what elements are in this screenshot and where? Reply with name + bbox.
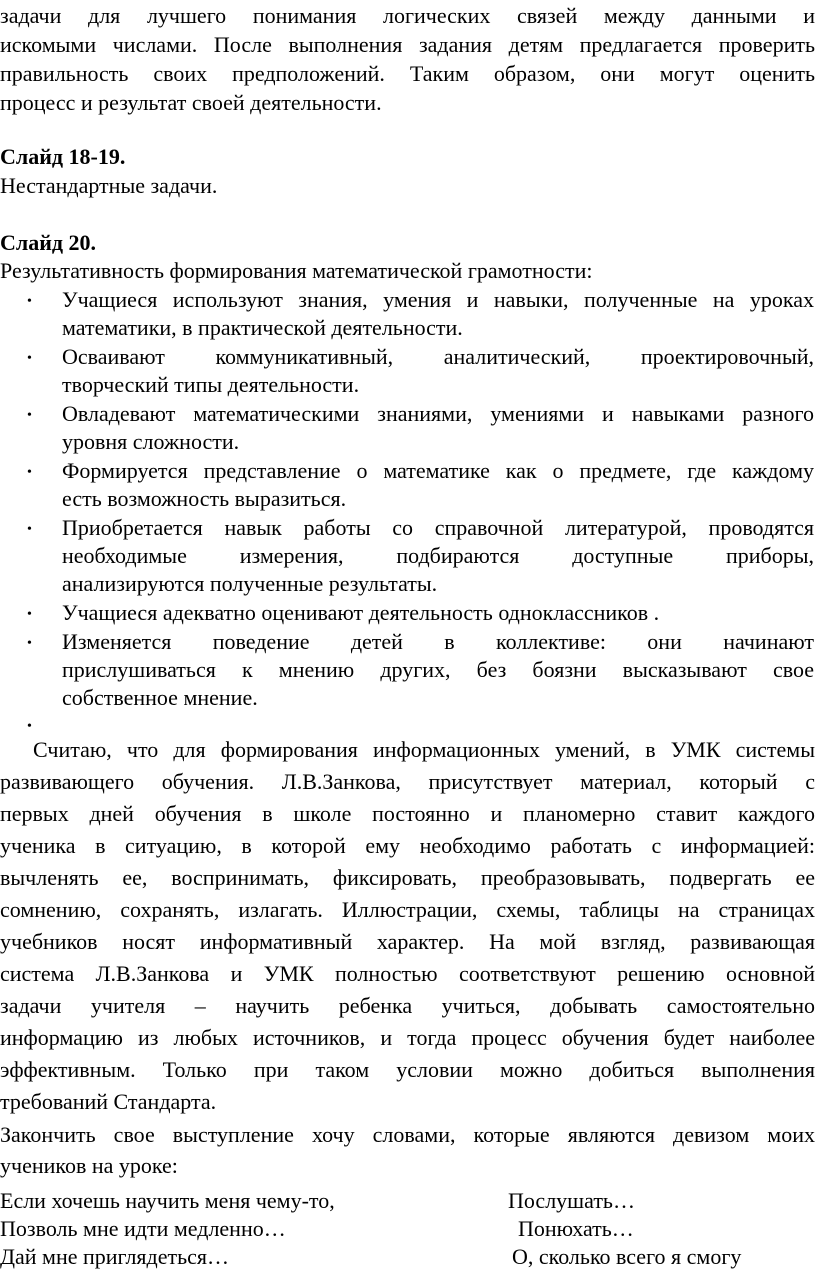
bullet-line: Изменяется поведение детей в коллективе: они начинают xyxy=(62,629,814,654)
conclusion-line: система Л.В.Занкова и УМК полностью соответствуют решению основной xyxy=(0,961,815,986)
conclusion-line: информацию из любых источников, и тогда процесс обучения будет наиболее xyxy=(0,1025,815,1050)
bullet-line: Осваивают коммуникативный, аналитический, проектировочный, xyxy=(62,344,814,369)
conclusion-line: вычленять ее, воспринимать, фиксировать, преобразовывать, подвергать ее xyxy=(0,865,815,890)
bullet-line: Учащиеся используют знания, умения и навыки, полученные на уроках xyxy=(62,287,814,312)
bullet-marker: • xyxy=(27,636,32,651)
bullet-line: Учащиеся адекватно оценивают деятельность одноклассников . xyxy=(62,600,660,625)
conclusion-line: эффективным. Только при таком условии можно добиться выполнения xyxy=(0,1057,815,1082)
bullet-line: Приобретается навык работы со справочной литературой, проводятся xyxy=(62,515,814,540)
conclusion-line: требований Стандарта. xyxy=(0,1089,217,1114)
conclusion-line: Считаю, что для формирования информационных умений, в УМК системы xyxy=(33,737,815,762)
bullet-marker: • xyxy=(27,408,32,423)
slide20-heading: Слайд 20. xyxy=(0,230,97,255)
intro-line: задачи для лучшего понимания логических связей между данными и xyxy=(0,3,815,28)
bullet-line: математики, в практической деятельности. xyxy=(62,315,463,340)
bullet-line: анализируются полученные результаты. xyxy=(62,571,438,596)
bullet-marker: • xyxy=(27,522,32,537)
conclusion-line: ученика в ситуацию, в которой ему необходимо работать с информацией: xyxy=(0,833,815,858)
motto-right-line: Понюхать… xyxy=(518,1216,634,1241)
slide18-heading: Слайд 18-19. xyxy=(0,144,126,169)
closing-line: учеников на уроке: xyxy=(0,1153,178,1178)
conclusion-line: задачи учителя – научить ребенка учиться, добывать самостоятельно xyxy=(0,993,815,1018)
bullet-line: уровня сложности. xyxy=(62,429,240,454)
bullet-line: собственное мнение. xyxy=(62,685,258,710)
bullet-line: необходимые измерения, подбираются доступные приборы, xyxy=(62,543,814,568)
bullet-line: Формируется представление о математике как о предмете, где каждому xyxy=(62,458,814,483)
closing-line: Закончить свое выступление хочу словами, которые являются девизом моих xyxy=(0,1122,815,1147)
conclusion-line: учебников носят информативный характер. На мой взгляд, развивающая xyxy=(0,929,815,954)
slide20-intro: Результативность формирования математической грамотности: xyxy=(0,258,593,283)
bullet-marker: • xyxy=(27,607,32,622)
intro-line: правильность своих предположений. Таким образом, они могут оценить xyxy=(0,61,815,86)
slide18-text: Нестандартные задачи. xyxy=(0,173,218,198)
conclusion-line: развивающего обучения. Л.В.Занкова, присутствует материал, который с xyxy=(0,769,815,794)
conclusion-line: первых дней обучения в школе постоянно и планомерно ставит каждого xyxy=(0,801,815,826)
bullet-line: есть возможность выразиться. xyxy=(62,486,347,511)
intro-line: процесс и результат своей деятельности. xyxy=(0,90,382,115)
bullet-marker: • xyxy=(27,719,32,734)
bullet-marker: • xyxy=(27,294,32,309)
motto-right-line: Послушать… xyxy=(508,1188,635,1213)
bullet-line: Овладевают математическими знаниями, умениями и навыками разного xyxy=(62,401,814,426)
bullet-marker: • xyxy=(27,351,32,366)
bullet-marker: • xyxy=(27,465,32,480)
bullet-line: творческий типы деятельности. xyxy=(62,372,360,397)
conclusion-line: сомнению, сохранять, излагать. Иллюстрации, схемы, таблицы на страницах xyxy=(0,897,815,922)
motto-right-line: О, сколько всего я смогу xyxy=(512,1244,742,1269)
motto-left-line: Позволь мне идти медленно… xyxy=(0,1216,286,1241)
motto-left-line: Если хочешь научить меня чему-то, xyxy=(0,1188,335,1213)
motto-left-line: Дай мне приглядеться… xyxy=(0,1244,230,1269)
bullet-line: прислушиваться к мнению других, без боязни высказывают свое xyxy=(62,657,814,682)
intro-line: искомыми числами. После выполнения задания детям предлагается проверить xyxy=(0,32,815,57)
